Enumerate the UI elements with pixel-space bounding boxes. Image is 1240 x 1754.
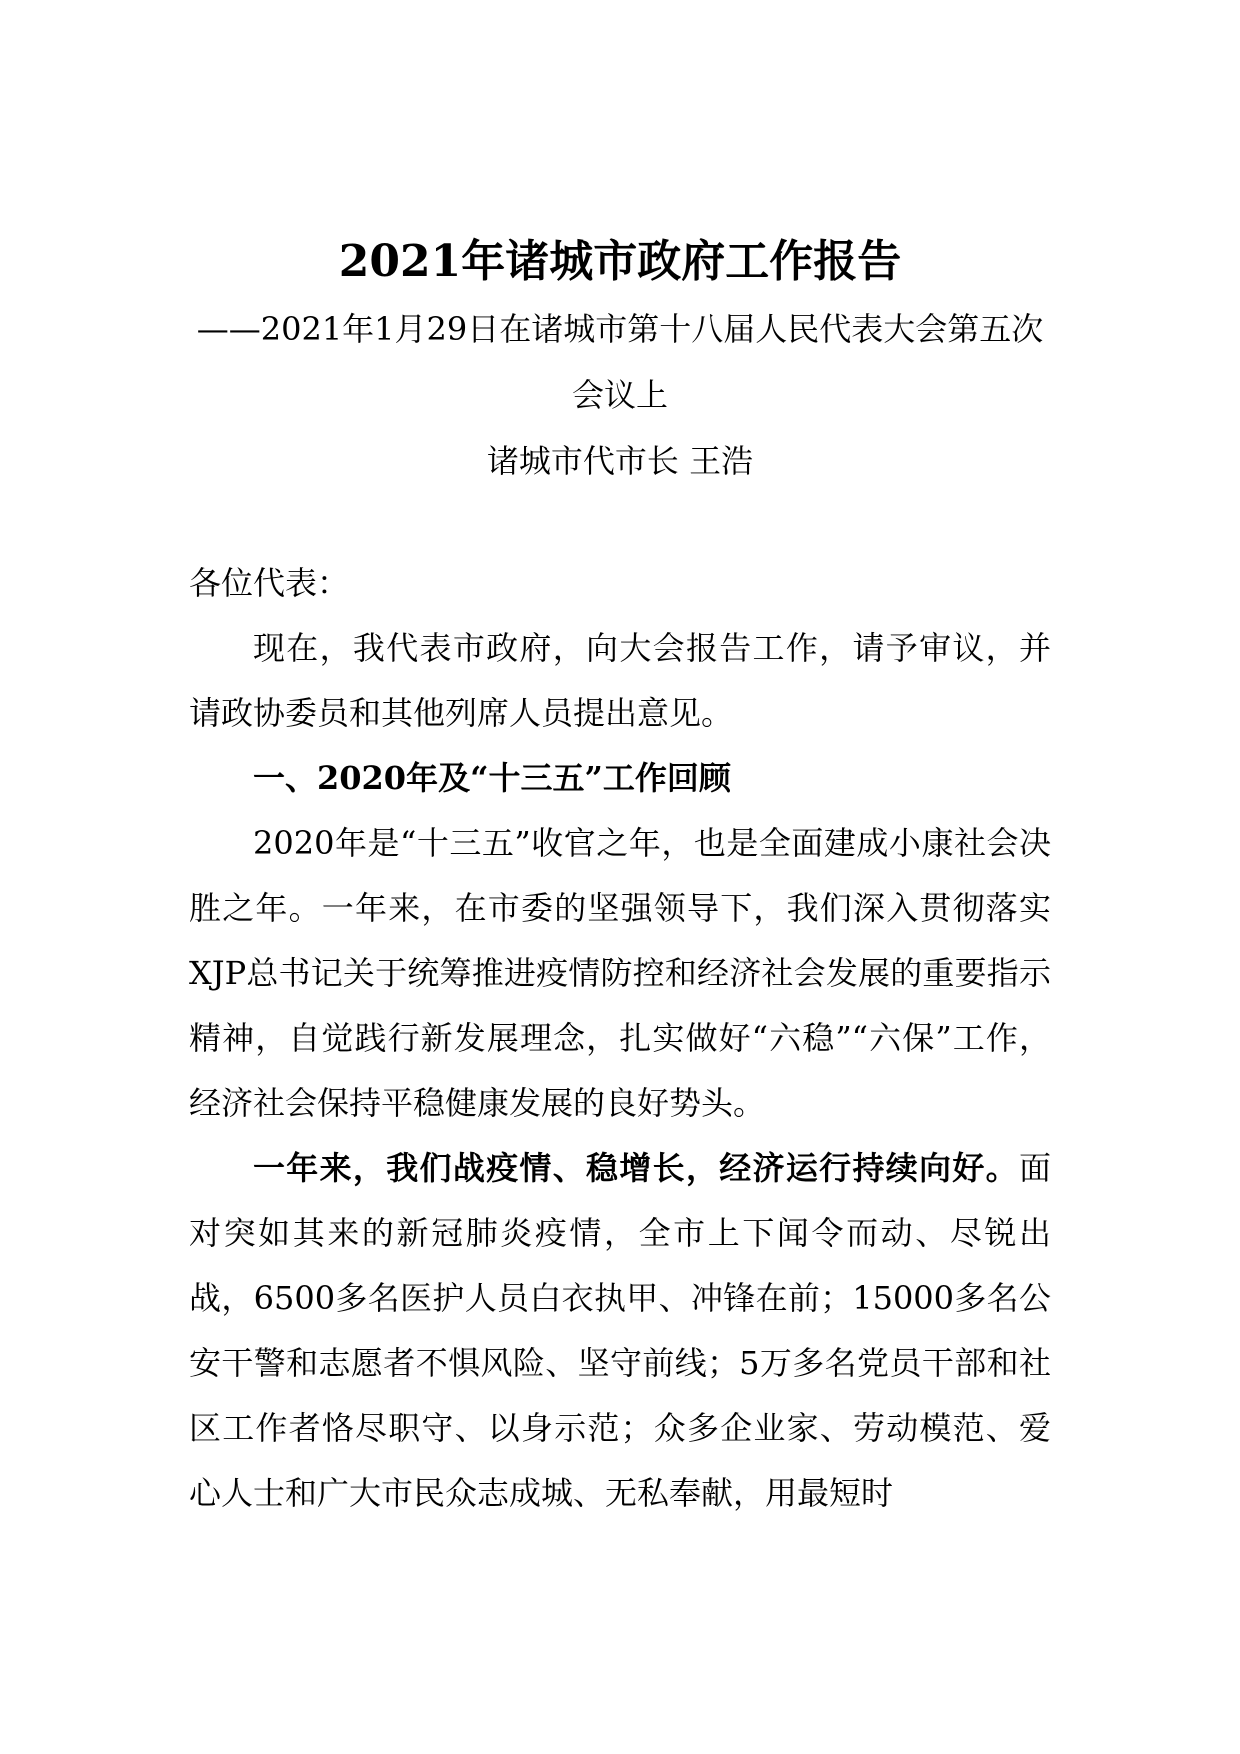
highlight-paragraph (189, 1136, 1051, 1526)
document-title: 2021年诸城市政府工作报告 (338, 236, 902, 287)
highlight-lead: 一年来，我们战疫情、稳增长，经济运行持续向好。 (253, 1149, 1019, 1187)
highlight-body: 面对突如其来的新冠肺炎疫情，全市上下闻令而动、尽锐出战，6500多名医护人员白衣执甲、冲锋在前；15000多名公安干警和志愿者不惧风险、坚守前线；5万多名党员干部和社区工作者恪尽职守、以身示范；众多企业家、劳动模范、爱心人士和广大市民众志成城、无私奉献，用最短时 (189, 1149, 1051, 1512)
section-heading: 一、2020年及“十三五”工作回顾 (253, 759, 731, 797)
document-subtitle: ——2021年1月29日在诸城市第十八届人民代表大会第五次会议上 (196, 310, 1044, 414)
salutation: 各位代表： (189, 564, 350, 602)
overview-paragraph: 2020年是“十三五”收官之年，也是全面建成小康社会决胜之年。一年来，在市委的坚强领导下，我们深入贯彻落实XJP总书记关于统筹推进疫情防控和经济社会发展的重要指示精神，自觉践行新发展理念，扎实做好“六稳”“六保”工作，经济社会保持平稳健康发展的良好势头。 (189, 824, 1051, 1122)
intro-paragraph: 现在，我代表市政府，向大会报告工作，请予审议，并请政协委员和其他列席人员提出意见。 (189, 629, 1051, 732)
document-body (189, 551, 1051, 1526)
document-author: 诸城市代市长 王浩 (486, 442, 754, 480)
